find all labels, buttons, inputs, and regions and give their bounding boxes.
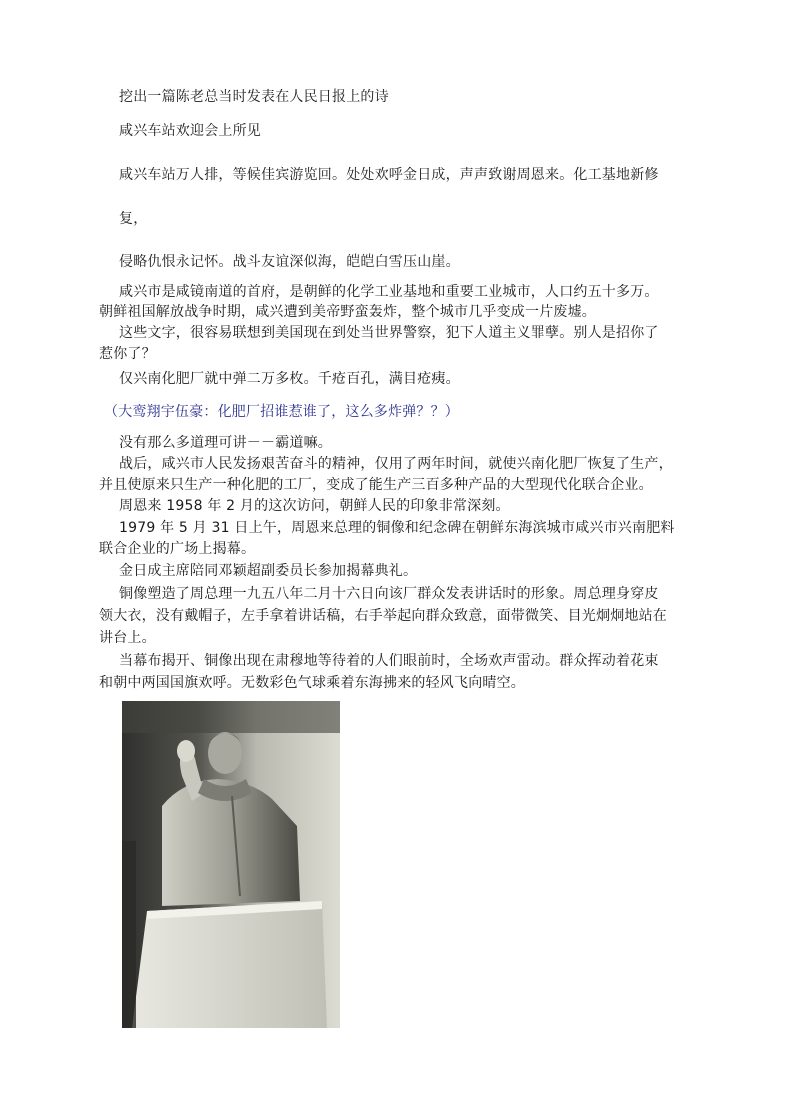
paragraph-line: 咸兴市是咸镜南道的首府，是朝鲜的化学工业基地和重要工业城市，人口约五十多万。 [119,284,659,300]
paragraph-line: 朝鲜祖国解放战争时期，咸兴遭到美帝野蛮轰炸，整个城市几乎变成一片废墟。 [99,304,596,320]
paragraph-line: 周恩来 1958 年 2 月的这次访问，朝鲜人民的印象非常深刻。 [119,498,510,514]
paragraph-line: 1979 年 5 月 31 日上午，周恩来总理的铜像和纪念碑在朝鲜东海滨城市咸兴市兴南肥料 [119,520,675,536]
paragraph-line: 复， [119,211,148,227]
paragraph-line: 和朝中两国国旗欢呼。无数彩色气球乘着东海拂来的轻风飞向晴空。 [99,675,525,691]
paragraph-line: 领大衣，没有戴帽子，左手拿着讲话稿，右手举起向群众致意，面带微笑、目光炯炯地站在 [99,608,667,624]
paragraph-line: 仅兴南化肥厂就中弹二万多枚。千疮百孔，满目疮痍。 [119,371,460,387]
paragraph-line: 咸兴车站欢迎会上所见 [119,123,261,139]
paragraph-line: 没有那么多道理可讲－－霸道嘛。 [119,435,332,451]
statue-photo-icon [122,701,340,1028]
statue-photo [122,701,340,1028]
paragraph-line: 战后，咸兴市人民发扬艰苦奋斗的精神，仅用了两年时间，就使兴南化肥厂恢复了生产， [119,456,673,472]
paragraph-line: 惹你了？ [99,346,156,362]
paragraph-line: 联合企业的广场上揭幕。 [99,541,256,557]
comment-line: （大鸾翔宇伍豪：化肥厂招谁惹谁了，这么多炸弹？？） [104,404,459,420]
paragraph-line: 咸兴车站万人排，等候佳宾游览回。处处欢呼金日成，声声致谢周恩来。化工基地新修 [119,167,659,183]
paragraph-line: 并且使原来只生产一种化肥的工厂，变成了能生产三百多种产品的大型现代化联合企业。 [99,477,653,493]
paragraph-line: 当幕布揭开、铜像出现在肃穆地等待着的人们眼前时，全场欢声雷动。群众挥动着花束 [119,653,659,669]
paragraph-line: 讲台上。 [99,630,156,646]
paragraph-line: 侵略仇恨永记怀。战斗友谊深似海，皑皑白雪压山崖。 [119,254,460,270]
paragraph-line: 挖出一篇陈老总当时发表在人民日报上的诗 [119,89,389,105]
paragraph-line: 金日成主席陪同邓颖超副委员长参加揭幕典礼。 [119,563,418,579]
paragraph-line: 铜像塑造了周总理一九五八年二月十六日向该厂群众发表讲话时的形象。周总理身穿皮 [119,586,659,602]
paragraph-line: 这些文字，很容易联想到美国现在到处当世界警察，犯下人道主义罪孽。别人是招你了 [119,325,659,341]
